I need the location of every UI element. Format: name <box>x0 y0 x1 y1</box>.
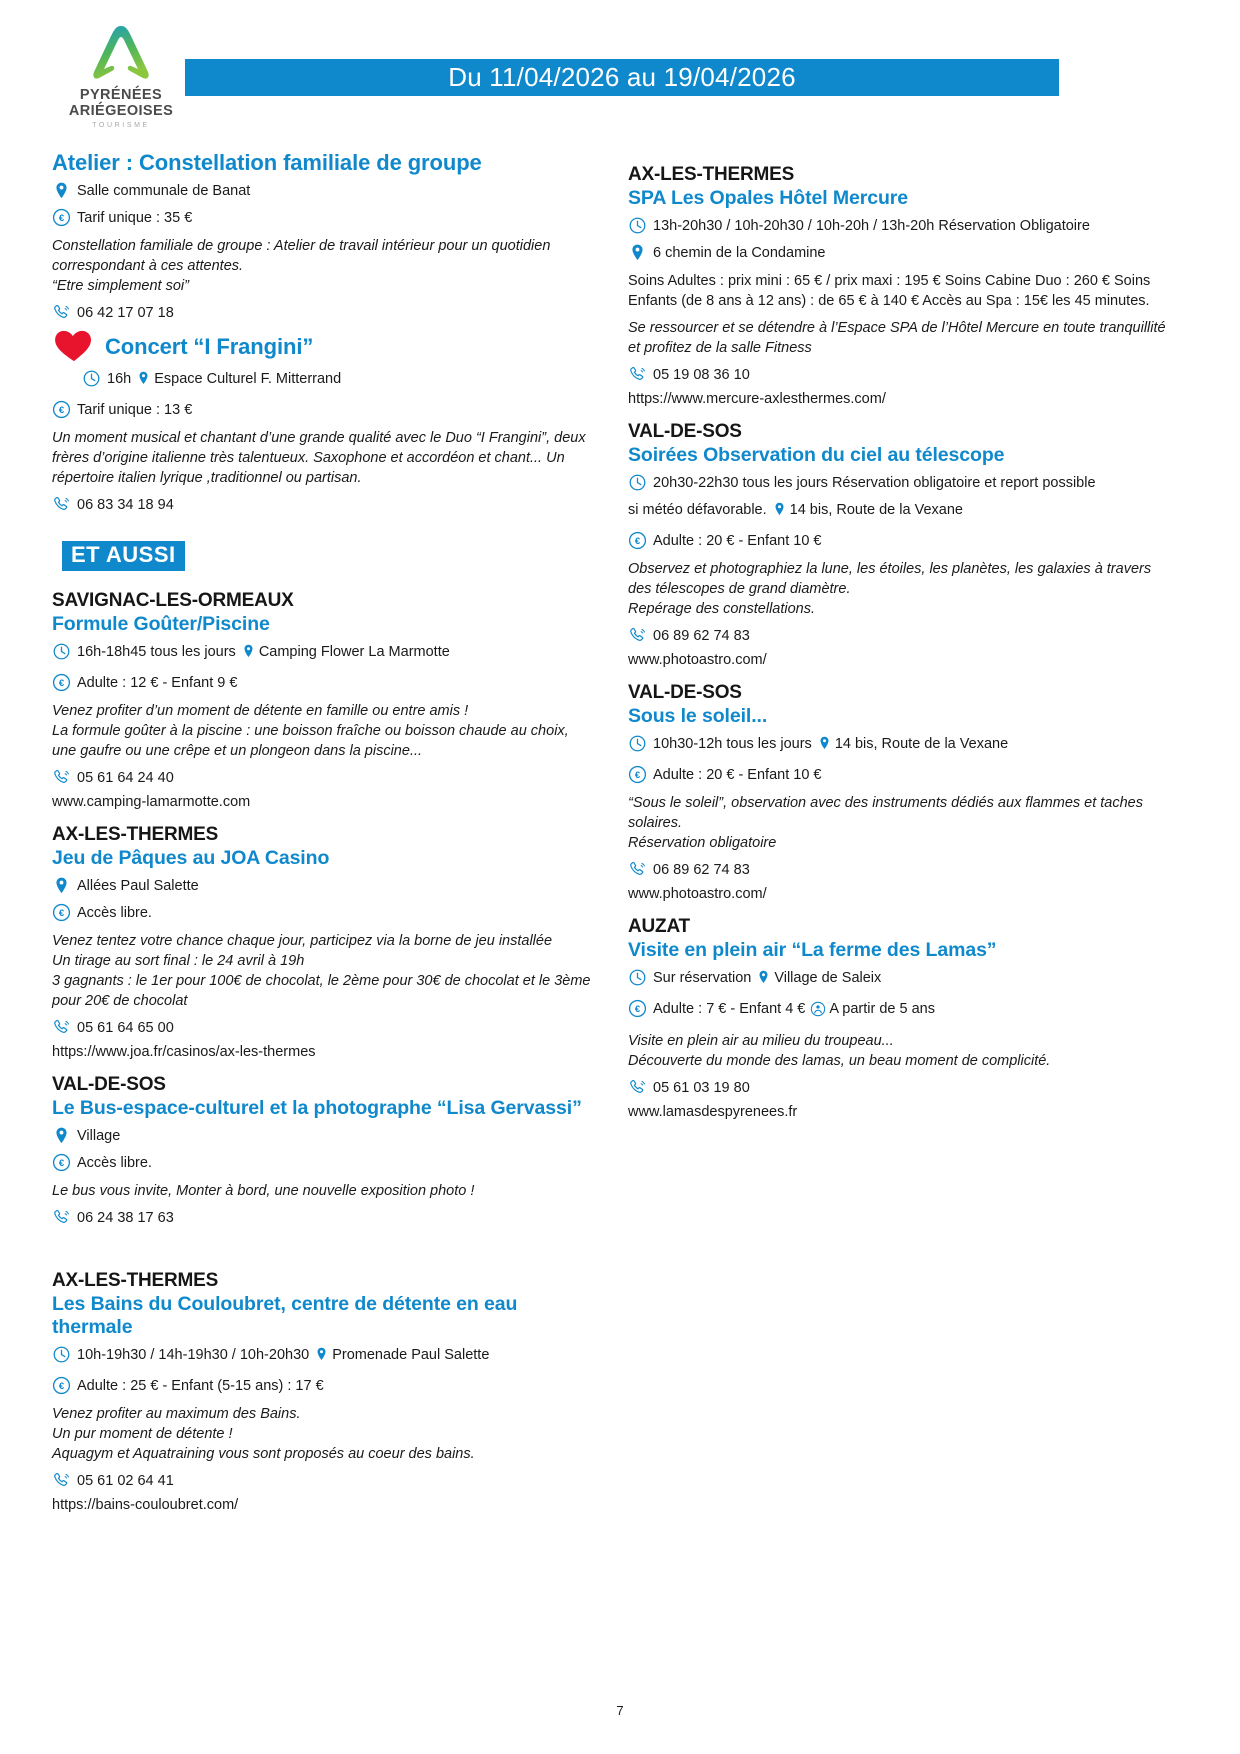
phone-icon <box>628 365 647 384</box>
euro-circle-icon <box>628 531 647 550</box>
location-pin-icon <box>136 369 151 394</box>
event-description <box>52 931 592 1011</box>
info-row <box>52 494 592 516</box>
event-description-line: Découverte du monde des lamas, un beau moment de complicité. <box>628 1053 1051 1069</box>
clock-icon <box>628 968 647 987</box>
info-row-text: Tarif unique : 35 € <box>77 210 193 226</box>
info-row <box>52 1152 592 1174</box>
event-description <box>628 793 1168 853</box>
phone-icon <box>52 495 71 514</box>
event-title: Sous le soleil... <box>628 705 768 727</box>
svg-text:€: € <box>58 1381 65 1393</box>
page-header <box>0 0 1240 145</box>
euro-circle-icon <box>52 673 71 692</box>
euro-circle-icon <box>52 400 71 419</box>
event-description-line: “Sous le soleil”, observation avec des instruments dédiés aux flammes et taches solaires. <box>628 795 1143 831</box>
euro-circle-icon <box>52 1153 71 1172</box>
info-row-text: Adulte : 12 € - Enfant 9 € <box>77 675 238 691</box>
info-row <box>52 875 592 897</box>
event-town: VAL-DE-SOS <box>52 1074 166 1095</box>
info-row-text: 06 83 34 18 94 <box>77 497 174 513</box>
info-row-text: Village <box>77 1128 121 1144</box>
location-pin-icon <box>314 1345 329 1370</box>
info-row-text: Adulte : 20 € - Enfant 10 € <box>653 533 822 549</box>
event-block <box>52 1074 592 1229</box>
event-plain-text: Soins Adultes : prix mini : 65 € / prix maxi : 195 € Soins Cabine Duo : 260 € Soins Enfants (de 8 ans à 12 ans) : de 65 € à 140 € Accès au Spa : 15€ les 45 minutes. <box>628 273 1151 309</box>
event-description-line: Observez et photographiez la lune, les étoiles, les planètes, les galaxies à travers des télescopes de grand diamètre. <box>628 561 1152 597</box>
info-row-text: 05 19 08 36 10 <box>653 367 750 383</box>
location-pin-icon <box>241 642 256 667</box>
info-row-text: 06 89 62 74 83 <box>653 862 750 878</box>
person-icon <box>810 1001 826 1024</box>
info-row <box>628 733 1168 759</box>
phone-icon <box>52 303 71 322</box>
event-description-line: Constellation familiale de groupe : Atelier de travail intérieur pour un quotidien correspondant à ces attentes. <box>52 238 551 274</box>
event-description-line: Se ressourcer et se détendre à l’Espace SPA de l’Hôtel Mercure en toute tranquillité et profitez de la salle Fitness <box>628 320 1166 356</box>
event-description-line: Visite en plein air au milieu du troupeau... <box>628 1033 894 1049</box>
info-row-text: Sur réservation Village de Saleix <box>653 967 881 993</box>
event-block <box>52 150 592 324</box>
event-description-line: “Etre simplement soi” <box>52 278 189 294</box>
event-description-line: Réservation obligatoire <box>628 835 777 851</box>
info-row <box>628 242 1168 264</box>
info-row <box>52 641 592 667</box>
phone-icon <box>52 768 71 787</box>
info-row <box>52 302 592 324</box>
event-block <box>52 1270 592 1513</box>
event-block <box>52 824 592 1060</box>
info-row <box>628 967 1168 993</box>
info-row-text: Tarif unique : 13 € <box>77 402 193 418</box>
info-row <box>52 1125 592 1147</box>
event-description <box>628 1031 1168 1071</box>
svg-text:€: € <box>58 213 65 225</box>
event-description <box>52 1181 592 1201</box>
event-title: Soirées Observation du ciel au télescope <box>628 444 1005 466</box>
date-range-banner: Du 11/04/2026 au 19/04/2026 <box>185 59 1059 96</box>
info-row-text: Accès libre. <box>77 1155 152 1171</box>
event-description-line: Le bus vous invite, Monter à bord, une nouvelle exposition photo ! <box>52 1183 475 1199</box>
svg-text:€: € <box>634 770 641 782</box>
location-pin-icon <box>52 181 71 200</box>
info-row <box>628 625 1168 647</box>
et-aussi-badge: ET AUSSI <box>62 541 185 571</box>
info-row <box>628 1077 1168 1099</box>
location-pin-icon <box>756 968 771 993</box>
info-row-text: 16h Espace Culturel F. Mitterrand <box>107 368 341 394</box>
info-row-text: 10h30-12h tous les jours 14 bis, Route de la Vexane <box>653 733 1008 759</box>
phone-icon <box>52 1018 71 1037</box>
info-row-text: Allées Paul Salette <box>77 878 199 894</box>
clock-icon <box>82 369 101 388</box>
info-row <box>52 1017 592 1039</box>
event-url: www.camping-lamarmotte.com <box>52 794 251 810</box>
info-row-text: 20h30-22h30 tous les jours Réservation obligatoire et report possible <box>653 475 1096 491</box>
phone-icon <box>628 626 647 645</box>
info-row <box>628 764 1168 786</box>
event-url: https://www.joa.fr/casinos/ax-les-thermes <box>52 1044 316 1060</box>
euro-circle-icon <box>628 765 647 784</box>
info-row <box>52 1344 592 1370</box>
location-pin-icon <box>52 1126 71 1145</box>
info-row-text: 05 61 02 64 41 <box>77 1473 174 1489</box>
info-row-text: 05 61 64 24 40 <box>77 770 174 786</box>
event-title: Atelier : Constellation familiale de groupe <box>52 150 482 175</box>
event-description-line: Un moment musical et chantant d’une grande qualité avec le Duo “I Frangini”, deux frères d’origine italienne très talentueux. Saxophone et accordéon et chant... Un répertoire italien lyrique ,traditionnel ou partisan. <box>52 430 586 486</box>
logo-subtitle: TOURISME <box>92 122 150 129</box>
event-url: www.lamasdespyrenees.fr <box>628 1104 798 1120</box>
right-column <box>628 150 1168 1690</box>
event-url: https://www.mercure-axlesthermes.com/ <box>628 391 886 407</box>
info-row <box>628 499 1168 525</box>
event-description-line: Repérage des constellations. <box>628 601 816 617</box>
clock-icon <box>52 1345 71 1364</box>
event-town: AX-LES-THERMES <box>52 824 219 845</box>
info-row <box>52 1375 592 1397</box>
pyrenees-ariegeoises-a-mark-icon <box>88 22 154 84</box>
event-description-line: Un tirage au sort final : le 24 avril à 19h <box>52 953 305 969</box>
event-block <box>628 421 1168 668</box>
info-row <box>52 180 592 202</box>
svg-text:€: € <box>634 1004 641 1016</box>
clock-icon <box>628 216 647 235</box>
event-description <box>52 428 592 488</box>
location-pin-icon <box>772 500 787 525</box>
event-description-line: Un pur moment de détente ! <box>52 1426 233 1442</box>
event-town: VAL-DE-SOS <box>628 682 742 703</box>
event-url: https://bains-couloubret.com/ <box>52 1497 239 1513</box>
event-description-line: Venez profiter d’un moment de détente en famille ou entre amis ! <box>52 703 469 719</box>
clock-icon <box>628 473 647 492</box>
logo-block <box>62 22 180 129</box>
event-title: Visite en plein air “La ferme des Lamas” <box>628 939 997 961</box>
info-row-text: 05 61 64 65 00 <box>77 1020 174 1036</box>
logo-name-line1: PYRÉNÉES <box>79 87 163 103</box>
info-row <box>52 1207 592 1229</box>
page-number: 7 <box>616 1703 624 1718</box>
event-title: Les Bains du Couloubret, centre de détente en eau thermale <box>52 1293 518 1338</box>
event-title: Concert “I Frangini” <box>105 333 314 359</box>
phone-icon <box>628 860 647 879</box>
left-column <box>52 150 592 1690</box>
event-description <box>52 701 592 761</box>
event-town: AX-LES-THERMES <box>52 1270 219 1291</box>
event-title: SPA Les Opales Hôtel Mercure <box>628 187 909 209</box>
svg-text:€: € <box>634 536 641 548</box>
info-row <box>82 368 592 394</box>
info-row <box>628 998 1168 1024</box>
logo-name-line2: ARIÉGEOISES <box>68 102 174 119</box>
event-block <box>628 916 1168 1120</box>
clock-icon <box>52 642 71 661</box>
info-row-text: Adulte : 25 € - Enfant (5-15 ans) : 17 € <box>77 1378 324 1394</box>
event-description-line: Aquagym et Aquatraining vous sont proposés au coeur des bains. <box>52 1446 475 1462</box>
info-row <box>628 472 1168 494</box>
heart-icon <box>52 329 96 363</box>
info-row-text: 06 89 62 74 83 <box>653 628 750 644</box>
info-row <box>52 672 592 694</box>
svg-text:€: € <box>58 405 65 417</box>
event-title: Jeu de Pâques au JOA Casino <box>52 847 330 869</box>
event-block <box>628 682 1168 902</box>
svg-text:€: € <box>58 678 65 690</box>
event-block <box>52 329 592 516</box>
event-description <box>52 236 592 296</box>
location-pin-icon <box>628 243 647 262</box>
content-columns <box>0 150 1240 1690</box>
event-town: AX-LES-THERMES <box>628 164 795 185</box>
info-row <box>52 902 592 924</box>
info-row-text: 10h-19h30 / 14h-19h30 / 10h-20h30 Promenade Paul Salette <box>77 1344 489 1370</box>
info-row-text: 06 42 17 07 18 <box>77 305 174 321</box>
event-block <box>52 590 592 810</box>
event-description <box>628 559 1168 619</box>
event-description-line: La formule goûter à la piscine : une boisson fraîche ou boisson chaude au choix, une gaufre ou une crêpe et un plongeon dans la piscine... <box>52 723 569 759</box>
euro-circle-icon <box>52 208 71 227</box>
event-description <box>628 318 1168 358</box>
location-pin-icon <box>817 734 832 759</box>
info-row-text: 16h-18h45 tous les jours Camping Flower La Marmotte <box>77 641 450 667</box>
info-row-text: Accès libre. <box>77 905 152 921</box>
info-row <box>628 364 1168 386</box>
info-row <box>52 1470 592 1492</box>
event-url: www.photoastro.com/ <box>628 886 767 902</box>
event-description-line: Venez tentez votre chance chaque jour, participez via la borne de jeu installée <box>52 933 553 949</box>
event-description-line: Venez profiter au maximum des Bains. <box>52 1406 301 1422</box>
event-block <box>628 164 1168 407</box>
event-town: VAL-DE-SOS <box>628 421 742 442</box>
svg-text:€: € <box>58 1158 65 1170</box>
event-description <box>52 1404 592 1464</box>
info-row-text: 05 61 03 19 80 <box>653 1080 750 1096</box>
info-row-text: Adulte : 7 € - Enfant 4 € A partir de 5 ans <box>653 998 935 1024</box>
info-row <box>52 399 592 421</box>
info-row-text: 06 24 38 17 63 <box>77 1210 174 1226</box>
info-row <box>628 215 1168 237</box>
euro-circle-icon <box>52 903 71 922</box>
location-pin-icon <box>52 876 71 895</box>
info-row-text: 6 chemin de la Condamine <box>653 245 826 261</box>
event-title-row <box>52 329 592 363</box>
svg-text:€: € <box>58 908 65 920</box>
info-row-text: Salle communale de Banat <box>77 183 251 199</box>
info-row-text: si météo défavorable. 14 bis, Route de la Vexane <box>628 499 963 525</box>
info-row <box>628 530 1168 552</box>
phone-icon <box>628 1078 647 1097</box>
info-row-text: Adulte : 20 € - Enfant 10 € <box>653 767 822 783</box>
info-row <box>628 859 1168 881</box>
euro-circle-icon <box>52 1376 71 1395</box>
phone-icon <box>52 1471 71 1490</box>
info-row-text: 13h-20h30 / 10h-20h30 / 10h-20h / 13h-20h Réservation Obligatoire <box>653 218 1090 234</box>
event-town: SAVIGNAC-LES-ORMEAUX <box>52 590 294 611</box>
event-title: Formule Goûter/Piscine <box>52 613 270 635</box>
event-title: Le Bus-espace-culturel et la photographe “Lisa Gervassi” <box>52 1097 582 1119</box>
phone-icon <box>52 1208 71 1227</box>
info-row <box>52 207 592 229</box>
event-description-line: 3 gagnants : le 1er pour 100€ de chocolat, le 2ème pour 30€ de chocolat et le 3ème pour 20€ de chocolat <box>52 973 591 1009</box>
clock-icon <box>628 734 647 753</box>
event-town: AUZAT <box>628 916 690 937</box>
info-row <box>52 767 592 789</box>
euro-circle-icon <box>628 999 647 1018</box>
event-url: www.photoastro.com/ <box>628 652 767 668</box>
